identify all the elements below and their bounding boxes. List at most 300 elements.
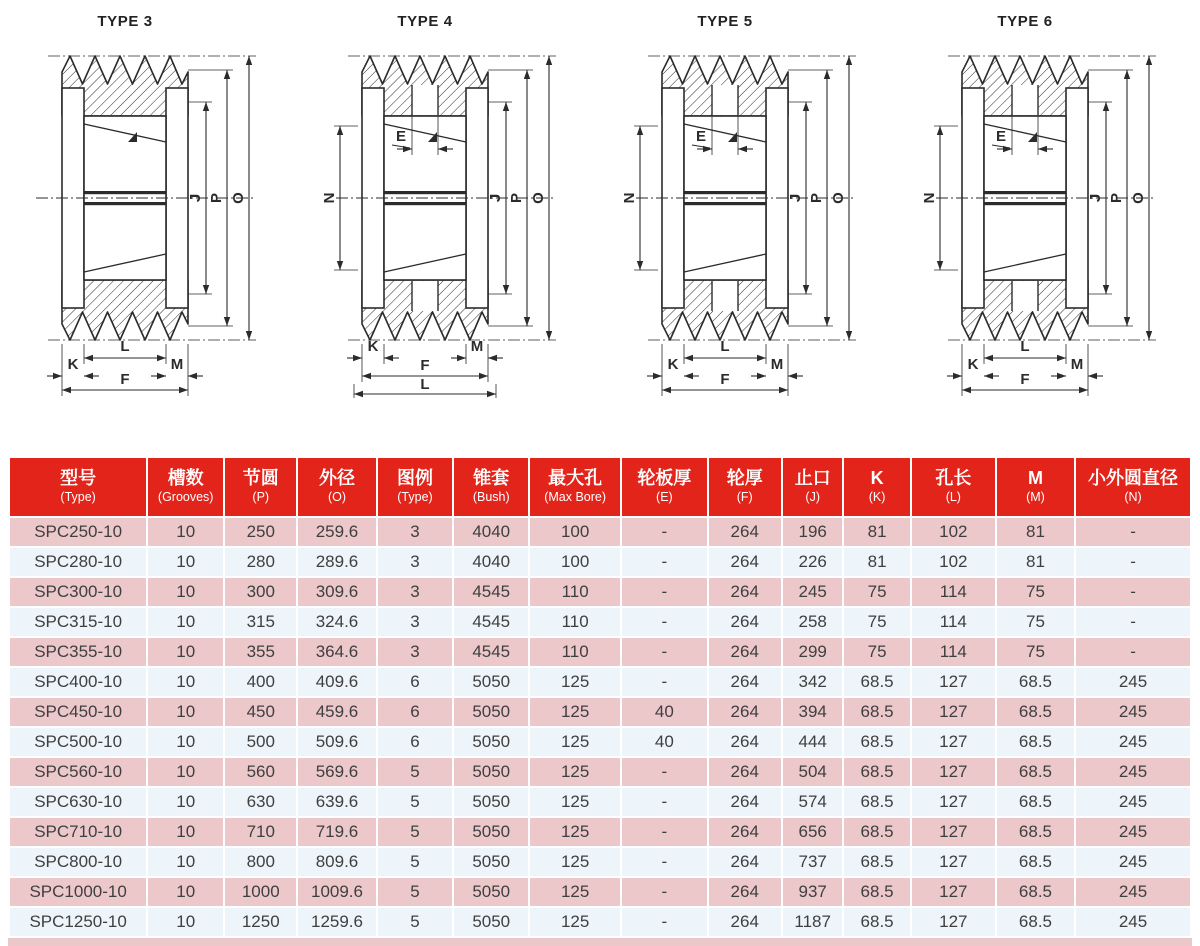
drawing-title: TYPE 6	[997, 13, 1053, 30]
table-row	[9, 877, 1191, 907]
cell: 68.5	[843, 847, 910, 877]
cell: 809.6	[297, 847, 376, 877]
cell: 5050	[453, 847, 529, 877]
cell: SPC630-10	[9, 787, 147, 817]
cell: 1250	[224, 907, 297, 937]
cell: 264	[708, 607, 782, 637]
dim-label-J: J	[1087, 193, 1104, 203]
column-header-zh: 图例	[396, 468, 433, 489]
cell: SPC710-10	[9, 817, 147, 847]
cell: 245	[1075, 817, 1191, 847]
cell: 68.5	[996, 787, 1075, 817]
cell: 450	[224, 697, 297, 727]
cell: 245	[1075, 667, 1191, 697]
cell: 110	[529, 577, 621, 607]
cell: 5	[377, 757, 454, 787]
clipped-next-row	[8, 938, 1192, 946]
cell: SPC500-10	[9, 727, 147, 757]
cell: 68.5	[843, 817, 910, 847]
cell: 110	[529, 607, 621, 637]
cell: 68.5	[843, 727, 910, 757]
cell: 264	[708, 907, 782, 937]
cell: 639.6	[297, 787, 376, 817]
column-header-zh: 止口	[794, 468, 831, 489]
cell: SPC280-10	[9, 547, 147, 577]
cell: 10	[147, 877, 224, 907]
cell: 324.6	[297, 607, 376, 637]
cell: 125	[529, 847, 621, 877]
cell: 114	[911, 607, 996, 637]
cell: 75	[843, 607, 910, 637]
cell: 560	[224, 757, 297, 787]
dim-label-N: N	[921, 192, 938, 204]
cell: 127	[911, 877, 996, 907]
cell: SPC450-10	[9, 697, 147, 727]
cell: 68.5	[843, 877, 910, 907]
cell: 6	[377, 727, 454, 757]
cell: SPC560-10	[9, 757, 147, 787]
cell: 245	[1075, 847, 1191, 877]
cell: 10	[147, 847, 224, 877]
cell: 264	[708, 697, 782, 727]
cell: 68.5	[843, 667, 910, 697]
cell: 5050	[453, 667, 529, 697]
dim-label-P: P	[208, 192, 225, 204]
cell: 125	[529, 697, 621, 727]
column-header-1	[147, 457, 224, 517]
column-header-zh: 最大孔	[548, 468, 603, 489]
cell: 264	[708, 667, 782, 697]
cell: 127	[911, 727, 996, 757]
column-header-en: (F)	[736, 489, 753, 504]
dim-label-P: P	[808, 192, 825, 204]
cell: 1000	[224, 877, 297, 907]
cell: 10	[147, 667, 224, 697]
cell: 4545	[453, 607, 529, 637]
cell: 342	[782, 667, 843, 697]
table-row	[9, 727, 1191, 757]
column-header-en: (Max Bore)	[544, 489, 607, 504]
cell: 127	[911, 847, 996, 877]
cell: 737	[782, 847, 843, 877]
cell: 264	[708, 757, 782, 787]
column-header-en: (L)	[945, 489, 961, 504]
dim-label-F: F	[120, 371, 130, 388]
column-header-7	[621, 457, 707, 517]
cell: 245	[1075, 697, 1191, 727]
cell: 309.6	[297, 577, 376, 607]
column-header-11	[911, 457, 996, 517]
cell: 250	[224, 517, 297, 547]
table-row	[9, 517, 1191, 547]
cell: 68.5	[843, 757, 910, 787]
dim-label-N: N	[321, 192, 338, 204]
drawing-title: TYPE 3	[97, 13, 153, 30]
column-header-en: (M)	[1026, 489, 1045, 504]
cell: 10	[147, 727, 224, 757]
cell: 4545	[453, 637, 529, 667]
cell: -	[621, 817, 707, 847]
cell: 3	[377, 547, 454, 577]
drawing-title: TYPE 4	[397, 13, 453, 30]
cell: -	[621, 667, 707, 697]
cell: 264	[708, 637, 782, 667]
cell: SPC1250-10	[9, 907, 147, 937]
cell: 68.5	[996, 667, 1075, 697]
cell: 245	[1075, 877, 1191, 907]
cell: 264	[708, 877, 782, 907]
cell: 127	[911, 667, 996, 697]
cell: 245	[1075, 787, 1191, 817]
cell: 10	[147, 697, 224, 727]
cell: 125	[529, 907, 621, 937]
cell: SPC800-10	[9, 847, 147, 877]
column-header-en: (Type)	[397, 489, 433, 504]
dim-label-L: L	[720, 338, 730, 355]
column-header-0	[9, 457, 147, 517]
column-header-zh: 孔长	[935, 468, 972, 489]
cell: 394	[782, 697, 843, 727]
cell: 102	[911, 547, 996, 577]
cell: 10	[147, 637, 224, 667]
cell: 68.5	[843, 907, 910, 937]
cell: 444	[782, 727, 843, 757]
column-header-12	[996, 457, 1075, 517]
cell: 75	[843, 637, 910, 667]
dim-label-M: M	[1070, 356, 1084, 373]
dim-label-M: M	[770, 356, 784, 373]
dim-label-M: M	[170, 356, 184, 373]
dim-label-F: F	[420, 357, 430, 374]
cell: 500	[224, 727, 297, 757]
cell: -	[1075, 547, 1191, 577]
column-header-en: (E)	[656, 489, 673, 504]
cell: SPC250-10	[9, 517, 147, 547]
dim-label-M: M	[470, 338, 484, 355]
column-header-zh: 轮板厚	[637, 468, 692, 489]
dim-label-P: P	[508, 192, 525, 204]
column-header-5	[453, 457, 529, 517]
dim-label-L: L	[1020, 338, 1030, 355]
cell: 10	[147, 787, 224, 817]
table-row	[9, 547, 1191, 577]
cell: 4545	[453, 577, 529, 607]
cell: 5	[377, 787, 454, 817]
cell: -	[621, 577, 707, 607]
cell: 114	[911, 637, 996, 667]
dim-label-K: K	[367, 338, 379, 355]
dim-label-O: O	[1130, 192, 1147, 204]
column-header-zh: 槽数	[167, 468, 204, 489]
cell: 264	[708, 787, 782, 817]
cell: 3	[377, 607, 454, 637]
cell: 4040	[453, 517, 529, 547]
cell: 127	[911, 787, 996, 817]
cell: 409.6	[297, 667, 376, 697]
cell: 264	[708, 847, 782, 877]
cell: 10	[147, 577, 224, 607]
cell: 3	[377, 517, 454, 547]
dim-label-J: J	[187, 193, 204, 203]
cell: -	[621, 847, 707, 877]
cell: 1187	[782, 907, 843, 937]
cell: 264	[708, 547, 782, 577]
cell: 264	[708, 577, 782, 607]
cell: -	[621, 907, 707, 937]
table-row	[9, 817, 1191, 847]
column-header-zh: 外径	[318, 468, 355, 489]
cell: SPC300-10	[9, 577, 147, 607]
cell: 355	[224, 637, 297, 667]
pulley-drawing-type-4	[300, 0, 600, 456]
cell: 10	[147, 547, 224, 577]
column-header-en: (Type)	[60, 489, 96, 504]
table-row	[9, 637, 1191, 667]
cell: 289.6	[297, 547, 376, 577]
cell: 1009.6	[297, 877, 376, 907]
cell: 504	[782, 757, 843, 787]
cell: 102	[911, 517, 996, 547]
table-row	[9, 847, 1191, 877]
cell: 264	[708, 727, 782, 757]
dim-label-O: O	[230, 192, 247, 204]
dim-label-L: L	[120, 338, 130, 355]
pulley-spec-table	[8, 456, 1192, 938]
cell: 10	[147, 517, 224, 547]
column-header-en: (Bush)	[472, 489, 510, 504]
column-header-zh: 小外圆直径	[1088, 468, 1179, 489]
dim-label-K: K	[967, 356, 979, 373]
column-header-2	[224, 457, 297, 517]
cell: 264	[708, 517, 782, 547]
column-header-zh: 轮厚	[726, 468, 763, 489]
cell: 245	[1075, 727, 1191, 757]
cell: 196	[782, 517, 843, 547]
column-header-9	[782, 457, 843, 517]
cell: -	[1075, 517, 1191, 547]
pulley-cross-section-type-6	[900, 32, 1200, 404]
column-header-en: (P)	[252, 489, 270, 504]
drawing-title: TYPE 5	[697, 13, 753, 30]
column-header-zh: K	[870, 468, 884, 489]
cell: 100	[529, 517, 621, 547]
pulley-cross-section-type-3	[0, 32, 300, 404]
cell: 75	[996, 577, 1075, 607]
cell: 68.5	[843, 697, 910, 727]
cell: SPC1000-10	[9, 877, 147, 907]
cell: 5	[377, 877, 454, 907]
cell: 5	[377, 907, 454, 937]
cell: 364.6	[297, 637, 376, 667]
cell: -	[1075, 607, 1191, 637]
cell: -	[621, 547, 707, 577]
cell: SPC400-10	[9, 667, 147, 697]
cell: 75	[996, 607, 1075, 637]
cell: 10	[147, 757, 224, 787]
cell: 81	[843, 517, 910, 547]
cell: -	[621, 877, 707, 907]
cell: 10	[147, 607, 224, 637]
column-header-10	[843, 457, 910, 517]
cell: 710	[224, 817, 297, 847]
cell: 127	[911, 757, 996, 787]
cell: 400	[224, 667, 297, 697]
pulley-drawing-type-3	[0, 0, 300, 456]
cell: 937	[782, 877, 843, 907]
cell: 40	[621, 727, 707, 757]
cell: 6	[377, 667, 454, 697]
cell: 68.5	[996, 757, 1075, 787]
header-row	[9, 457, 1191, 517]
cell: -	[621, 637, 707, 667]
cell: 226	[782, 547, 843, 577]
cell: 719.6	[297, 817, 376, 847]
cell: 574	[782, 787, 843, 817]
column-header-6	[529, 457, 621, 517]
pulley-cross-section-type-5	[600, 32, 900, 404]
cell: 245	[782, 577, 843, 607]
cell: 68.5	[996, 817, 1075, 847]
cell: 125	[529, 877, 621, 907]
cell: 5050	[453, 757, 529, 787]
cell: 245	[1075, 907, 1191, 937]
cell: 81	[996, 517, 1075, 547]
column-header-13	[1075, 457, 1191, 517]
table-header	[9, 457, 1191, 517]
cell: 100	[529, 547, 621, 577]
table-row	[9, 697, 1191, 727]
cell: 68.5	[996, 907, 1075, 937]
dim-label-E: E	[995, 128, 1007, 145]
cell: 800	[224, 847, 297, 877]
cell: 81	[843, 547, 910, 577]
column-header-zh: 型号	[60, 468, 97, 489]
cell: 5050	[453, 787, 529, 817]
dim-label-N: N	[621, 192, 638, 204]
dim-label-K: K	[667, 356, 679, 373]
drawings-row	[0, 0, 1200, 456]
cell: 3	[377, 637, 454, 667]
cell: 125	[529, 817, 621, 847]
cell: -	[621, 757, 707, 787]
cell: 315	[224, 607, 297, 637]
cell: 114	[911, 577, 996, 607]
cell: 68.5	[843, 787, 910, 817]
cell: 4040	[453, 547, 529, 577]
dim-label-O: O	[530, 192, 547, 204]
cell: 5	[377, 817, 454, 847]
cell: 125	[529, 727, 621, 757]
cell: 75	[996, 637, 1075, 667]
cell: -	[621, 517, 707, 547]
column-header-zh: 锥套	[473, 468, 510, 489]
table-row	[9, 907, 1191, 937]
cell: -	[621, 787, 707, 817]
cell: 280	[224, 547, 297, 577]
column-header-en: (J)	[805, 489, 820, 504]
cell: 3	[377, 577, 454, 607]
cell: 300	[224, 577, 297, 607]
cell: 5050	[453, 697, 529, 727]
column-header-4	[377, 457, 454, 517]
cell: 5050	[453, 877, 529, 907]
cell: 6	[377, 697, 454, 727]
cell: 127	[911, 697, 996, 727]
table-row	[9, 787, 1191, 817]
column-header-en: (K)	[868, 489, 886, 504]
table-row	[9, 757, 1191, 787]
cell: 68.5	[996, 727, 1075, 757]
column-header-8	[708, 457, 782, 517]
cell: 656	[782, 817, 843, 847]
column-header-en: (O)	[327, 489, 347, 504]
cell: 40	[621, 697, 707, 727]
cell: 630	[224, 787, 297, 817]
cell: SPC315-10	[9, 607, 147, 637]
column-header-zh: 节圆	[242, 468, 279, 489]
cell: 258	[782, 607, 843, 637]
cell: 5050	[453, 817, 529, 847]
column-header-en: (Grooves)	[157, 489, 214, 504]
pulley-drawing-type-6	[900, 0, 1200, 456]
cell: 264	[708, 817, 782, 847]
column-header-zh: M	[1027, 468, 1043, 489]
cell: 5050	[453, 907, 529, 937]
column-header-en: (N)	[1124, 489, 1142, 504]
cell: -	[621, 607, 707, 637]
dim-label-E: E	[695, 128, 707, 145]
cell: 68.5	[996, 697, 1075, 727]
cell: 5050	[453, 727, 529, 757]
table-row	[9, 667, 1191, 697]
dim-label-F: F	[1020, 371, 1030, 388]
cell: 10	[147, 907, 224, 937]
table-body	[9, 517, 1191, 937]
table-row	[9, 577, 1191, 607]
cell: SPC355-10	[9, 637, 147, 667]
cell: 259.6	[297, 517, 376, 547]
cell: 1259.6	[297, 907, 376, 937]
cell: 125	[529, 787, 621, 817]
dim-label-F: F	[720, 371, 730, 388]
cell: 509.6	[297, 727, 376, 757]
cell: 125	[529, 757, 621, 787]
dim-label-O: O	[830, 192, 847, 204]
cell: 125	[529, 667, 621, 697]
cell: 68.5	[996, 877, 1075, 907]
cell: 81	[996, 547, 1075, 577]
cell: 68.5	[996, 847, 1075, 877]
cell: -	[1075, 637, 1191, 667]
cell: 459.6	[297, 697, 376, 727]
cell: 127	[911, 817, 996, 847]
pulley-cross-section-type-4	[300, 32, 600, 404]
pulley-drawing-type-5	[600, 0, 900, 456]
dim-label-E: E	[395, 128, 407, 145]
cell: -	[1075, 577, 1191, 607]
dim-label-K: K	[67, 356, 79, 373]
cell: 110	[529, 637, 621, 667]
cell: 10	[147, 817, 224, 847]
dim-label-J: J	[487, 193, 504, 203]
cell: 299	[782, 637, 843, 667]
cell: 245	[1075, 757, 1191, 787]
column-header-3	[297, 457, 376, 517]
dim-label-J: J	[787, 193, 804, 203]
dim-label-P: P	[1108, 192, 1125, 204]
cell: 569.6	[297, 757, 376, 787]
table-row	[9, 607, 1191, 637]
